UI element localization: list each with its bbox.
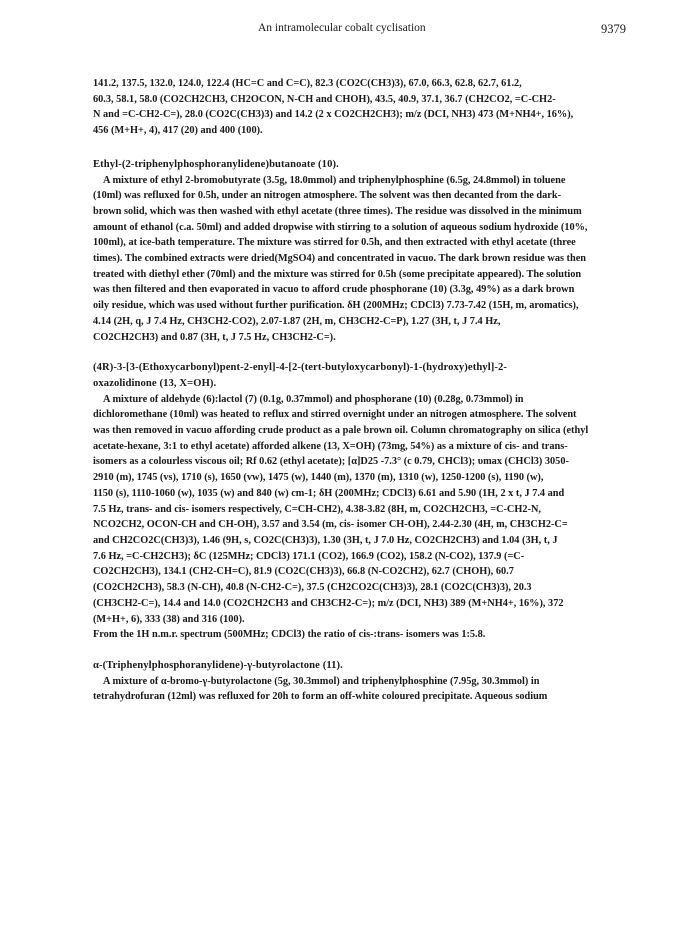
running-header bbox=[0, 22, 680, 38]
compound-11-procedure: A mixture of α-bromo-γ-butyrolactone (5g, 30.3mmol) and triphenylphosphine (7.95g, 30.3mmol) in tetrahydrofuran (12ml) was refluxed for 20h to form an off-white coloured precipitate. Aqueous sodium bbox=[93, 675, 548, 703]
page-number: 9379 bbox=[601, 22, 626, 36]
running-title: An intramolecular cobalt cyclisation bbox=[258, 22, 426, 34]
compound-11-heading: α-(Triphenylphosphoranylidene)-γ-butyrolactone (11). bbox=[93, 659, 343, 671]
isomer-ratio-note: From the 1H n.m.r. spectrum (500MHz; CDCl3) the ratio of cis-:trans- isomers was 1:5.8. bbox=[93, 629, 486, 641]
compound-10-procedure: A mixture of ethyl 2-bromobutyrate (3.5g, 18.0mmol) and triphenylphosphine (6.5g, 24.8mmol) in toluene (10ml) was refluxed for 0.5h, under an nitrogen atmosphere. The solvent was then decanted from the dark- brown solid, which was then washed with ethyl acetate (three times). The residue was dissolved in the minimum amount of ethanol (c.a. 50ml) and added dropwise with stirring to a solution of aqueous sodium hydroxide (10%, 100ml), at ice-bath temperature. The mixture was stirred for 0.5h, and then extracted with ethyl acetate (three times). The combined extracts were dried(MgSO4) and concentrated in vacuo. The dark brown residue was then treated with diethyl ether (70ml) and the mixture was stirred for 0.5h (some precipitate appeared). The solution was then filtered and then evaporated in vacuo to afford crude phosphorane (10) (3.3g, 49%) as a dark brown oily residue, which was used without further purification. δH (200MHz; CDCl3) 7.73-7.42 (15H, m, aromatics), 4.14 (2H, q, J 7.4 Hz, CH3CH2-CO2), 2.07-1.87 (2H, m, CH3CH2-C=P), 1.27 (3H, t, J 7.4 Hz, CO2CH2CH3) and 0.87 (3H, t, J 7.5 Hz, CH3CH2-C=). bbox=[93, 174, 588, 343]
compound-13-heading: (4R)-3-[3-(Ethoxycarbonyl)pent-2-enyl]-4-[2-(tert-butyloxycarbonyl)-1-(hydroxy)ethyl]-2- oxazolidinone (13, X=OH). bbox=[93, 362, 508, 389]
compound-10-heading: Ethyl-(2-triphenylphosphoranylidene)butanoate (10). bbox=[93, 158, 339, 170]
compound-13-procedure: A mixture of aldehyde (6):lactol (7) (0.1g, 0.37mmol) and phosphorane (10) (0.28g, 0.73mmol) in dichloromethane (10ml) was heated to reflux and stirred overnight under an nitrogen atmosphere. The solvent was then removed in vacuo affording crude product as a pale brown oil. Column chromatography on silica (ethyl acetate-hexane, 3:1 to ethyl acetate) afforded alkene (13, X=OH) (73mg, 54%) as a mixture of cis- and trans- isomers as a colourless viscous oil; Rf 0.62 (ethyl acetate); [α]D25 -7.3° (c 0.79, CHCl3); υmax (CHCl3) 3050- 2910 (m), 1745 (vs), 1710 (s), 1650 (vw), 1475 (w), 1440 (m), 1370 (m), 1310 (w), 1250-1200 (s), 1190 (w), 1150 (s), 1110-1060 (w), 1035 (w) and 840 (w) cm-1; δH (200MHz; CDCl3) 6.61 and 5.90 (1H, 2 x t, J 7.4 and 7.5 Hz, trans- and cis- isomers respectively, C=CH-CH2), 4.38-3.82 (8H, m, CO2CH2CH3, =C-CH2-N, NCO2CH2, OCON-CH and CH-OH), 3.57 and 3.54 (m, cis- isomer CH-OH), 2.44-2.30 (4H, m, CH3CH2-C= and CH2CO2C(CH3)3), 1.46 (9H, s, CO2C(CH3)3), 1.30 (3H, t, J 7.0 Hz, CO2CH2CH3) and 1.04 (3H, t, J 7.6 Hz, =C-CH2CH3); δC (125MHz; CDCl3) 171.1 (CO2), 166.9 (CO2), 158.2 (N-CO2), 137.9 (=C- CO2CH2CH3), 134.1 (CH2-CH=C), 81.9 (CO2C(CH3)3), 66.8 (N-CO2CH2), 62.7 (CHOH), 60.7 (CO2CH2CH3), 58.3 (N-CH), 40.8 (N-CH2-C=), 37.5 (CH2CO2C(CH3)3), 28.1 (CO2C(CH3)3), 20.3 (CH3CH2-C=), 14.4 and 14.0 (CO2CH2CH3 and CH3CH2-C=); m/z (DCI, NH3) 389 (M+NH4+, 16%), 372 (M+H+, 6), 333 (38) and 316 (100). bbox=[93, 393, 589, 625]
article-body bbox=[93, 76, 613, 705]
carbon-nmr-continuation: 141.2, 137.5, 132.0, 124.0, 122.4 (HC=C and C=C), 82.3 (CO2C(CH3)3), 67.0, 66.3, 62.8, 62.7, 61.2, 60.3, 58.1, 58.0 (CO2CH2CH3, CH2OCON, N-CH and CHOH), 43.5, 40.9, 37.1, 36.7 (CH2CO2, =C-CH2- N and =C-CH2-C=), 28.0 (CO2C(CH3)3) and 14.2 (2 x CO2CH2CH3); m/z (DCI, NH3) 473 (M+NH4+, 16%), 456 (M+H+, 4), 417 (20) and 400 (100). bbox=[93, 78, 574, 137]
